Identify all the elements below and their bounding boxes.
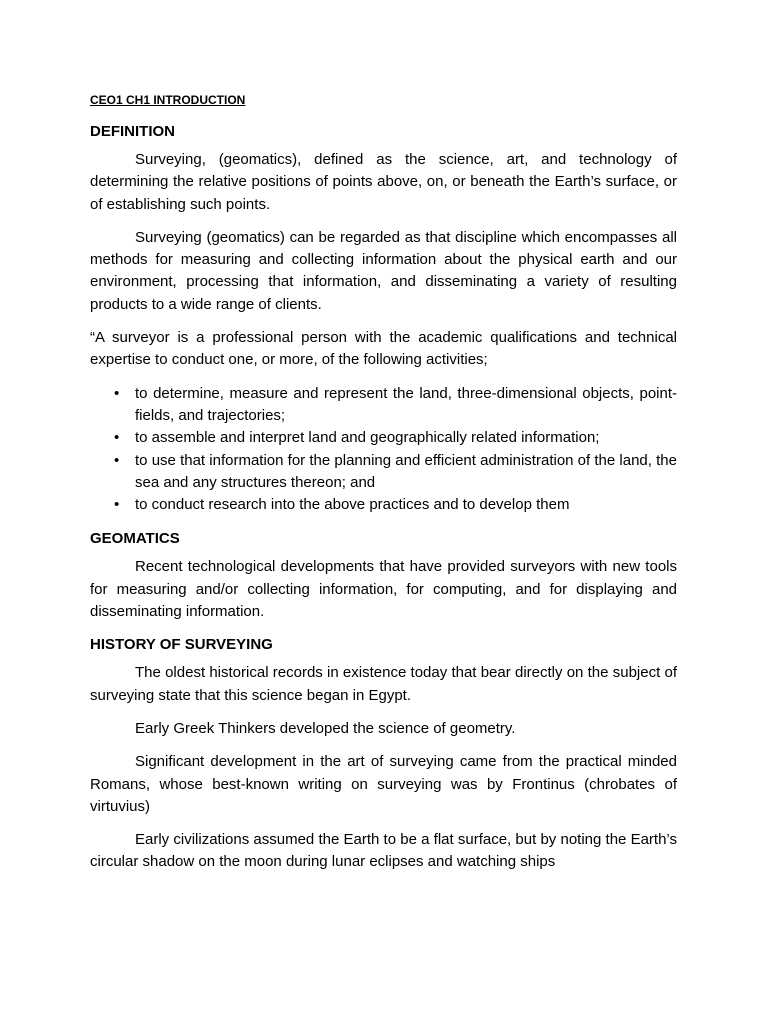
bullet-icon: • bbox=[114, 451, 120, 469]
list-item-text: to use that information for the planning and efficient administration of the land, the sea and any structures thereon; and bbox=[135, 451, 677, 491]
history-heading: HISTORY OF SURVEYING bbox=[90, 636, 273, 654]
definition-paragraph-2: Surveying (geomatics) can be regarded as that discipline which encompasses all methods for measuring and collecting information about the physical earth and our environment, processing that information, and disseminating a variety of resulting products to a wide range of clients. bbox=[90, 228, 677, 313]
document-title: CEO1 CH1 INTRODUCTION bbox=[90, 93, 246, 107]
history-paragraph-3: Significant development in the art of surveying came from the practical minded Romans, whose best-known writing on surveying was by Frontinus (chrobates of virtuvius) bbox=[90, 753, 677, 815]
list-item bbox=[114, 450, 677, 495]
history-paragraph-2: Early Greek Thinkers developed the science of geometry. bbox=[135, 719, 516, 737]
surveyor-activities-list bbox=[90, 383, 677, 517]
history-paragraph-4: Early civilizations assumed the Earth to be a flat surface, but by noting the Earth’s circular shadow on the moon during lunar eclipses and watching ships bbox=[90, 831, 677, 871]
list-item-text: to determine, measure and represent the land, three-dimensional objects, point-fields, and trajectories; bbox=[135, 384, 677, 424]
list-item-text: to conduct research into the above practices and to develop them bbox=[135, 496, 570, 514]
list-item-text: to assemble and interpret land and geographically related information; bbox=[135, 429, 600, 447]
geomatics-paragraph-1: Recent technological developments that have provided surveyors with new tools for measuring and/or collecting information, for computing, and for displaying and disseminating information. bbox=[90, 558, 677, 621]
history-section bbox=[90, 634, 677, 873]
bullet-icon: • bbox=[114, 496, 120, 514]
geomatics-heading: GEOMATICS bbox=[90, 530, 180, 548]
history-paragraph-1: The oldest historical records in existence today that bear directly on the subject of surveying state that this science began in Egypt. bbox=[90, 664, 677, 704]
definition-section bbox=[90, 121, 677, 516]
list-item bbox=[114, 383, 677, 428]
geomatics-section bbox=[90, 528, 677, 623]
list-item bbox=[114, 494, 677, 516]
definition-paragraph-3: “A surveyor is a professional person with the academic qualifications and technical expertise to conduct one, or more, of the following activities; bbox=[90, 329, 677, 369]
bullet-icon: • bbox=[114, 384, 120, 402]
bullet-icon: • bbox=[114, 429, 120, 447]
definition-heading: DEFINITION bbox=[90, 123, 175, 140]
list-item bbox=[114, 427, 677, 449]
definition-paragraph-1: Surveying, (geomatics), defined as the science, art, and technology of determining the relative positions of points above, on, or beneath the Earth’s surface, or of establishing such points. bbox=[90, 151, 677, 213]
